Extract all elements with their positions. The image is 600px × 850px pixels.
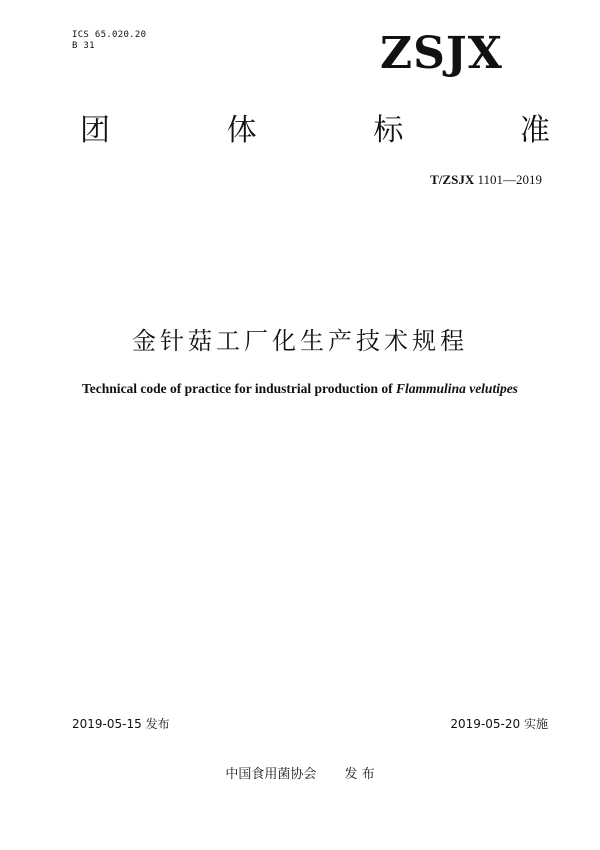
standard-type-char: 体	[226, 113, 257, 148]
issuer-name: 中国食用菌协会	[225, 767, 317, 782]
ccs-code: B 31	[72, 41, 95, 51]
standard-type-char: 标	[373, 113, 404, 148]
issuing-organization	[0, 766, 600, 784]
publish-date: 2019-05-15	[72, 717, 142, 731]
document-title-chinese: 金针菇工厂化生产技术规程	[132, 327, 468, 355]
standard-number-value: 1101—2019	[477, 172, 542, 187]
english-title-species: Flammulina velutipes	[396, 381, 518, 396]
publish-label: 发布	[145, 717, 170, 731]
organization-logo: ZSJX	[380, 28, 503, 79]
ics-code: ICS 65.020.20	[72, 30, 147, 40]
standard-type-char: 团	[80, 113, 110, 148]
issuer-action: 发 布	[344, 767, 375, 782]
publish-date-line	[72, 716, 170, 732]
standard-type-char: 准	[519, 113, 550, 148]
standard-number	[430, 172, 542, 188]
implement-date: 2019-05-20	[450, 717, 521, 731]
implement-date-line	[450, 716, 548, 732]
document-title-english	[0, 380, 600, 398]
standard-type-heading	[80, 112, 550, 150]
implement-label: 实施	[523, 717, 548, 731]
english-title-main: Technical code of practice for industrial production of	[82, 381, 397, 396]
standard-number-prefix: T/ZSJX	[430, 172, 475, 187]
